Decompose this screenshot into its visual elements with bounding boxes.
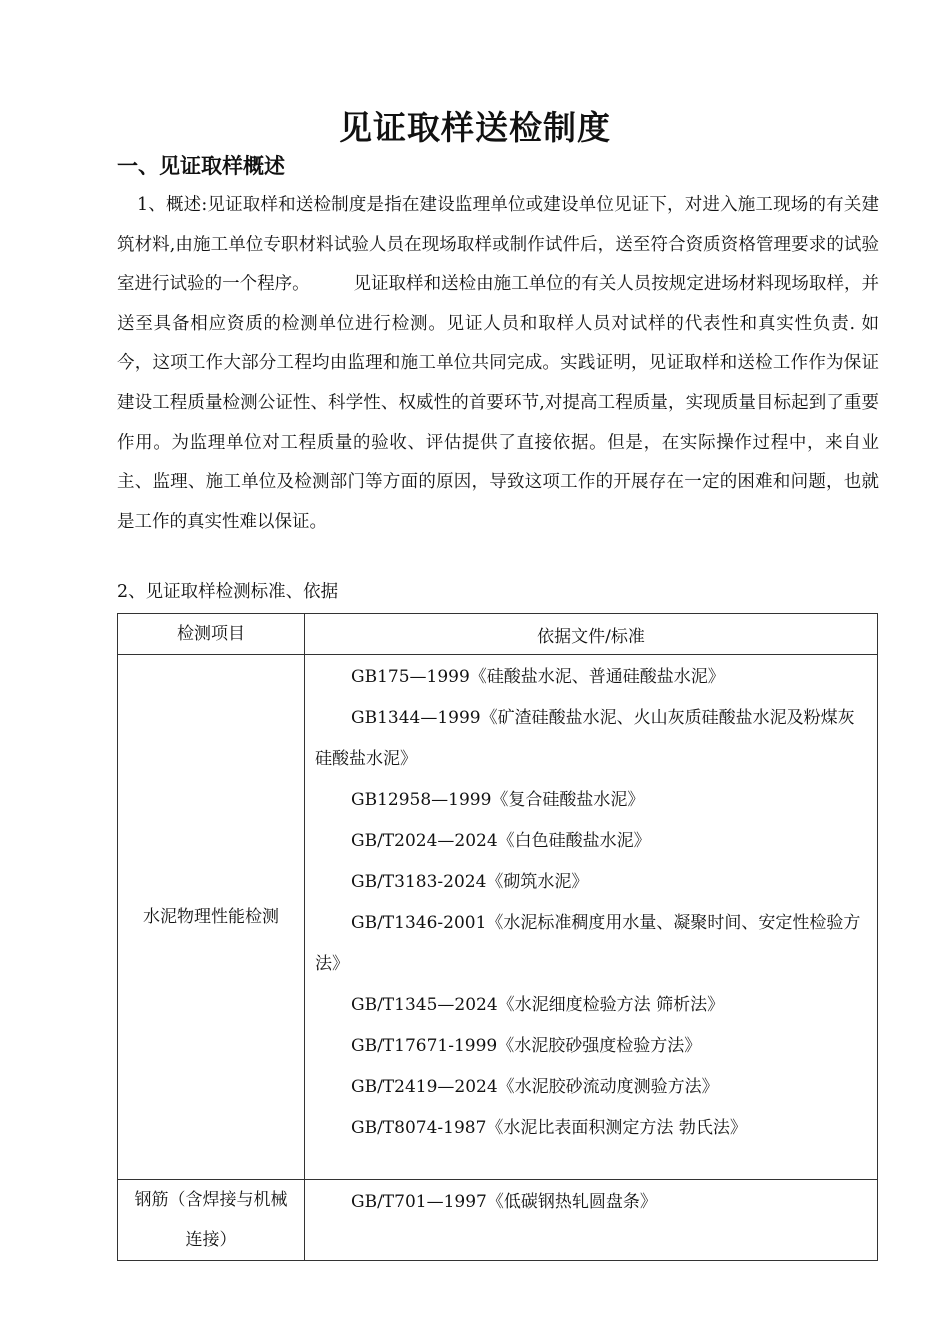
header-item: 检测项目 — [118, 614, 305, 655]
row-item: 水泥物理性能检测 — [118, 655, 305, 1180]
row-standards — [305, 655, 878, 1180]
standard-entry: GB175—1999《硅酸盐水泥、普通硅酸盐水泥》 — [351, 667, 725, 687]
section-heading: 一、见证取样概述 — [117, 153, 285, 178]
standard-entry: GB/T1345—2024《水泥细度检验方法 筛析法》 — [351, 995, 725, 1015]
table-row — [118, 655, 878, 1180]
standard-entry: GB/T701—1997《低碳钢热轧圆盘条》 — [351, 1192, 657, 1212]
header-standard: 依据文件/标准 — [305, 614, 878, 655]
table-header-row — [118, 614, 878, 655]
standard-entry: GB1344—1999《矿渣硅酸盐水泥、火山灰质硅酸盐水泥及粉煤灰硅酸盐水泥》 — [315, 708, 855, 769]
standards-table — [117, 613, 878, 1261]
table-row — [118, 1180, 878, 1261]
standard-entry: GB/T2024—2024《白色硅酸盐水泥》 — [351, 831, 651, 851]
standard-entry: GB/T1346-2001《水泥标准稠度用水量、凝聚时间、安定性检验方法》 — [315, 913, 861, 974]
row-standards — [305, 1180, 878, 1261]
standard-entry: GB/T3183-2024《砌筑水泥》 — [351, 872, 589, 892]
standard-entry: GB/T2419—2024《水泥胶砂流动度测验方法》 — [351, 1077, 719, 1097]
row-item: 钢筋（含焊接与机械连接） — [118, 1180, 305, 1261]
standard-entry: GB/T8074-1987《水泥比表面积测定方法 勃氏法》 — [351, 1118, 747, 1138]
standard-entry: GB12958—1999《复合硅酸盐水泥》 — [351, 790, 645, 810]
subsection-heading: 2、见证取样检测标准、依据 — [117, 582, 339, 602]
overview-paragraph: 1、概述:见证取样和送检制度是指在建设监理单位或建设单位见证下，对进入施工现场的有关建筑材料,由施工单位专职材料试验人员在现场取样或制作试件后，送至符合资质资格管理要求的试验室进行试验的一个程序。 见证取样和送检由施工单位的有关人员按规定进场材料现场取样，并送至具备相应资质的检测单位进行检测。见证人员和取样人员对试样的代表性和真实性负责. 如今，这项工作大部分工程均由监理和施工单位共同完成。实践证明，见证取样和送检工作作为保证建设工程质量检测公证性、科学性、权威性的首要环节,对提高工程质量，实现质量目标起到了重要作用。为监理单位对工程质量的验收、评估提供了直接依据。但是，在实际操作过程中，来自业主、监理、施工单位及检测部门等方面的原因，导致这项工作的开展存在一定的困难和问题，也就是工作的真实性难以保证。 — [117, 195, 879, 532]
document-title: 见证取样送检制度 — [339, 108, 611, 147]
standard-entry: GB/T17671-1999《水泥胶砂强度检验方法》 — [351, 1036, 702, 1056]
